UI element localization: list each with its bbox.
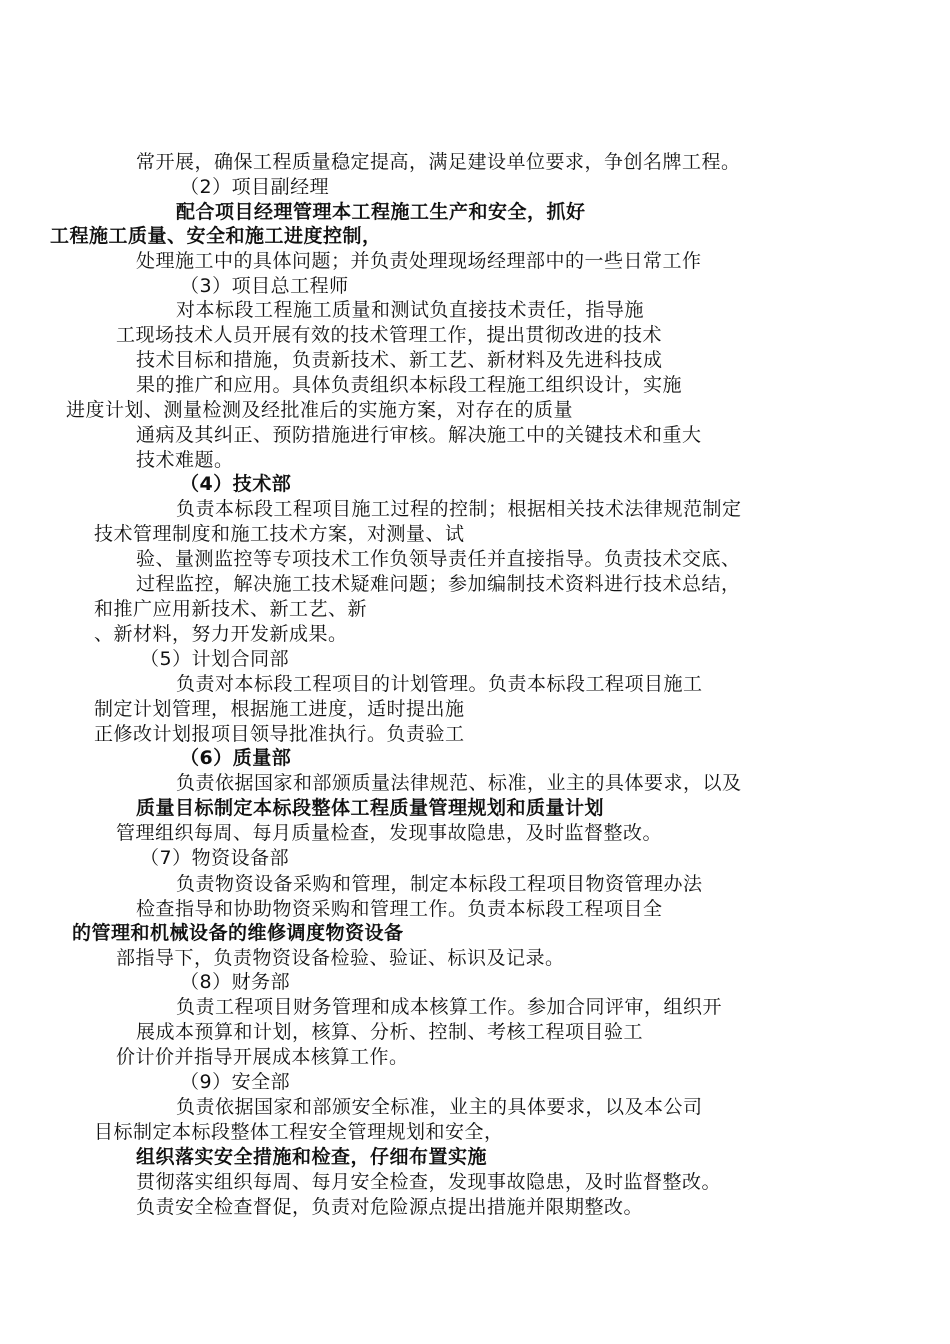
text-line: 、新材料，努力开发新成果。: [94, 623, 348, 645]
text-line: 负责本标段工程项目施工过程的控制；根据相关技术法律规范制定: [176, 498, 742, 520]
text-line: 负责对本标段工程项目的计划管理。负责本标段工程项目施工: [176, 673, 703, 695]
text-line: 配合项目经理管理本工程施工生产和安全，抓好: [176, 201, 586, 223]
section-heading: （5）计划合同部: [140, 648, 290, 670]
text-line: 正修改计划报项目领导批准执行。负责验工: [94, 723, 465, 745]
text-line: 对本标段工程施工质量和测试负直接技术责任，指导施: [176, 299, 645, 321]
section-heading: （7）物资设备部: [140, 847, 290, 869]
text-line: 常开展，确保工程质量稳定提高，满足建设单位要求，争创名牌工程。: [136, 151, 741, 173]
section-heading: （9）安全部: [180, 1071, 291, 1093]
text-line: 部指导下，负责物资设备检验、验证、标识及记录。: [116, 947, 565, 969]
text-line: 处理施工中的具体问题；并负责处理现场经理部中的一些日常工作: [136, 250, 702, 272]
text-line: 的管理和机械设备的维修调度物资设备: [72, 922, 404, 944]
text-line: 负责工程项目财务管理和成本核算工作。参加合同评审，组织开: [176, 996, 723, 1018]
text-line: 技术管理制度和施工技术方案，对测量、试: [94, 523, 465, 545]
section-heading: （6）质量部: [180, 747, 292, 769]
section-heading: （8）财务部: [180, 971, 291, 993]
text-line: 果的推广和应用。具体负责组织本标段工程施工组织设计，实施: [136, 374, 683, 396]
text-line: 负责依据国家和部颁质量法律规范、标准，业主的具体要求，以及: [176, 772, 742, 794]
text-line: 技术难题。: [136, 449, 234, 471]
text-line: 验、量测监控等专项技术工作负领导责任并直接指导。负责技术交底、: [136, 548, 741, 570]
section-heading: （4）技术部: [180, 473, 292, 495]
text-line: 贯彻落实组织每周、每月安全检查，发现事故隐患，及时监督整改。: [136, 1171, 722, 1193]
text-line: 工程施工质量、安全和施工进度控制，: [50, 225, 382, 247]
text-line: 管理组织每周、每月质量检查，发现事故隐患，及时监督整改。: [116, 822, 663, 844]
text-line: 进度计划、测量检测及经批准后的实施方案，对存在的质量: [66, 399, 574, 421]
text-line: 通病及其纠正、预防措施进行审核。解决施工中的关键技术和重大: [136, 424, 702, 446]
text-line: 和推广应用新技术、新工艺、新: [94, 598, 368, 620]
text-line: 质量目标制定本标段整体工程质量管理规划和质量计划: [136, 797, 605, 819]
text-line: 工现场技术人员开展有效的技术管理工作，提出贯彻改进的技术: [116, 324, 663, 346]
text-line: 检查指导和协助物资采购和管理工作。负责本标段工程项目全: [136, 898, 663, 920]
text-line: 负责物资设备采购和管理，制定本标段工程项目物资管理办法: [176, 873, 703, 895]
section-heading: （3）项目总工程师: [180, 275, 349, 297]
text-line: 技术目标和措施，负责新技术、新工艺、新材料及先进科技成: [136, 349, 663, 371]
text-line: 制定计划管理，根据施工进度，适时提出施: [94, 698, 465, 720]
text-line: 组织落实安全措施和检查，仔细布置实施: [136, 1146, 488, 1168]
section-heading: （2）项目副经理: [180, 176, 330, 198]
text-line: 过程监控，解决施工技术疑难问题；参加编制技术资料进行技术总结，: [136, 573, 741, 595]
text-line: 目标制定本标段整体工程安全管理规划和安全，: [94, 1121, 504, 1143]
text-line: 负责依据国家和部颁安全标准，业主的具体要求，以及本公司: [176, 1096, 703, 1118]
text-line: 展成本预算和计划，核算、分析、控制、考核工程项目验工: [136, 1021, 644, 1043]
text-line: 价计价并指导开展成本核算工作。: [116, 1046, 409, 1068]
text-line: 负责安全检查督促，负责对危险源点提出措施并限期整改。: [136, 1196, 644, 1218]
